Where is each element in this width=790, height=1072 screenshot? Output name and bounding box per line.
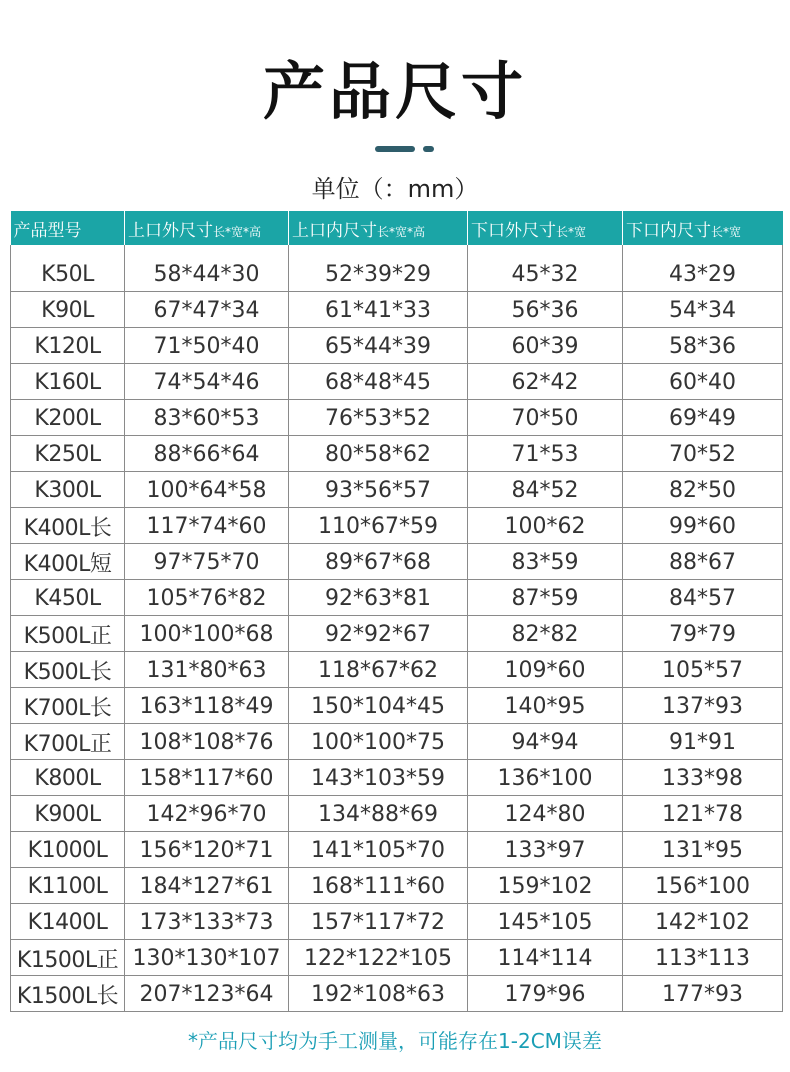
- cell-bottom-outer: 83*59: [468, 543, 623, 579]
- size-table: [10, 211, 783, 1012]
- cell-bottom-outer: 109*60: [468, 651, 623, 687]
- table-row: [11, 687, 783, 723]
- cell-bottom-inner: 99*60: [623, 507, 783, 543]
- cell-top-inner: 143*103*59: [289, 759, 468, 795]
- cell-bottom-outer: 145*105: [468, 903, 623, 939]
- cell-bottom-outer: 140*95: [468, 687, 623, 723]
- cell-top-outer: 184*127*61: [125, 867, 289, 903]
- cell-top-inner: 65*44*39: [289, 327, 468, 363]
- header-top-inner: 上口内尺寸长*宽*高: [289, 211, 468, 245]
- cell-top-outer: 173*133*73: [125, 903, 289, 939]
- table-row: [11, 903, 783, 939]
- title-underline-long: [375, 146, 415, 152]
- cell-top-outer: 88*66*64: [125, 435, 289, 471]
- cell-model: K300L: [11, 471, 125, 507]
- cell-bottom-outer: 133*97: [468, 831, 623, 867]
- cell-top-outer: 142*96*70: [125, 795, 289, 831]
- cell-top-inner: 134*88*69: [289, 795, 468, 831]
- cell-model: K50L: [11, 245, 125, 291]
- cell-top-outer: 58*44*30: [125, 245, 289, 291]
- table-row: [11, 975, 783, 1011]
- cell-top-inner: 192*108*63: [289, 975, 468, 1011]
- cell-model: K700L正: [11, 723, 125, 759]
- table-row: [11, 327, 783, 363]
- table-row: [11, 795, 783, 831]
- cell-model: K500L正: [11, 615, 125, 651]
- cell-top-outer: 130*130*107: [125, 939, 289, 975]
- cell-top-outer: 207*123*64: [125, 975, 289, 1011]
- header-bottom-outer: 下口外尺寸长*宽: [468, 211, 623, 245]
- cell-bottom-inner: 177*93: [623, 975, 783, 1011]
- cell-model: K90L: [11, 291, 125, 327]
- cell-bottom-inner: 156*100: [623, 867, 783, 903]
- cell-bottom-inner: 105*57: [623, 651, 783, 687]
- table-row: [11, 543, 783, 579]
- cell-model: K200L: [11, 399, 125, 435]
- measurement-note: *产品尺寸均为手工测量，可能存在1-2CM误差: [188, 1029, 602, 1053]
- page-title: 产品尺寸: [262, 55, 527, 128]
- cell-top-outer: 131*80*63: [125, 651, 289, 687]
- cell-top-outer: 117*74*60: [125, 507, 289, 543]
- cell-top-inner: 122*122*105: [289, 939, 468, 975]
- cell-top-inner: 92*92*67: [289, 615, 468, 651]
- cell-top-inner: 68*48*45: [289, 363, 468, 399]
- table-row: [11, 867, 783, 903]
- table-row: [11, 399, 783, 435]
- table-row: [11, 435, 783, 471]
- table-row: [11, 831, 783, 867]
- cell-bottom-inner: 113*113: [623, 939, 783, 975]
- table-row: [11, 291, 783, 327]
- title-underline-short: [423, 146, 434, 152]
- cell-top-inner: 61*41*33: [289, 291, 468, 327]
- table-row: [11, 579, 783, 615]
- cell-top-outer: 83*60*53: [125, 399, 289, 435]
- cell-bottom-inner: 88*67: [623, 543, 783, 579]
- cell-top-inner: 76*53*52: [289, 399, 468, 435]
- cell-top-outer: 97*75*70: [125, 543, 289, 579]
- cell-top-inner: 89*67*68: [289, 543, 468, 579]
- cell-bottom-outer: 94*94: [468, 723, 623, 759]
- cell-top-outer: 163*118*49: [125, 687, 289, 723]
- cell-bottom-outer: 60*39: [468, 327, 623, 363]
- cell-bottom-outer: 124*80: [468, 795, 623, 831]
- cell-top-outer: 108*108*76: [125, 723, 289, 759]
- cell-top-inner: 80*58*62: [289, 435, 468, 471]
- cell-top-inner: 93*56*57: [289, 471, 468, 507]
- cell-top-outer: 100*100*68: [125, 615, 289, 651]
- cell-model: K160L: [11, 363, 125, 399]
- cell-model: K250L: [11, 435, 125, 471]
- cell-bottom-outer: 84*52: [468, 471, 623, 507]
- cell-bottom-inner: 121*78: [623, 795, 783, 831]
- table-row: [11, 759, 783, 795]
- cell-bottom-inner: 79*79: [623, 615, 783, 651]
- cell-bottom-outer: 100*62: [468, 507, 623, 543]
- cell-top-inner: 92*63*81: [289, 579, 468, 615]
- cell-bottom-inner: 54*34: [623, 291, 783, 327]
- table-row: [11, 723, 783, 759]
- cell-bottom-outer: 82*82: [468, 615, 623, 651]
- cell-bottom-inner: 58*36: [623, 327, 783, 363]
- cell-model: K700L长: [11, 687, 125, 723]
- cell-bottom-inner: 131*95: [623, 831, 783, 867]
- table-row: [11, 363, 783, 399]
- header-bottom-inner: 下口内尺寸长*宽: [623, 211, 783, 245]
- cell-model: K400L短: [11, 543, 125, 579]
- cell-top-inner: 100*100*75: [289, 723, 468, 759]
- table-row: [11, 651, 783, 687]
- table-row: [11, 507, 783, 543]
- cell-model: K1100L: [11, 867, 125, 903]
- cell-model: K400L长: [11, 507, 125, 543]
- cell-top-inner: 52*39*29: [289, 245, 468, 291]
- cell-top-inner: 141*105*70: [289, 831, 468, 867]
- unit-label: 单位（：mm）: [311, 175, 479, 203]
- cell-top-outer: 156*120*71: [125, 831, 289, 867]
- cell-bottom-inner: 69*49: [623, 399, 783, 435]
- cell-bottom-inner: 84*57: [623, 579, 783, 615]
- table-row: [11, 245, 783, 291]
- cell-bottom-inner: 137*93: [623, 687, 783, 723]
- cell-bottom-outer: 45*32: [468, 245, 623, 291]
- table-row: [11, 615, 783, 651]
- cell-model: K1500L长: [11, 975, 125, 1011]
- cell-bottom-inner: 82*50: [623, 471, 783, 507]
- cell-top-outer: 71*50*40: [125, 327, 289, 363]
- cell-bottom-inner: 43*29: [623, 245, 783, 291]
- cell-model: K800L: [11, 759, 125, 795]
- cell-bottom-outer: 87*59: [468, 579, 623, 615]
- cell-bottom-outer: 71*53: [468, 435, 623, 471]
- cell-bottom-inner: 142*102: [623, 903, 783, 939]
- cell-model: K450L: [11, 579, 125, 615]
- cell-bottom-inner: 91*91: [623, 723, 783, 759]
- table-row: [11, 471, 783, 507]
- cell-bottom-inner: 70*52: [623, 435, 783, 471]
- cell-model: K900L: [11, 795, 125, 831]
- header-model: 产品型号: [11, 211, 125, 245]
- cell-top-inner: 168*111*60: [289, 867, 468, 903]
- cell-bottom-outer: 70*50: [468, 399, 623, 435]
- cell-top-inner: 150*104*45: [289, 687, 468, 723]
- cell-top-outer: 74*54*46: [125, 363, 289, 399]
- cell-bottom-outer: 159*102: [468, 867, 623, 903]
- table-row: [11, 939, 783, 975]
- cell-model: K1400L: [11, 903, 125, 939]
- cell-bottom-outer: 179*96: [468, 975, 623, 1011]
- table-header-row: [11, 211, 783, 245]
- cell-bottom-outer: 136*100: [468, 759, 623, 795]
- cell-top-inner: 110*67*59: [289, 507, 468, 543]
- cell-bottom-outer: 114*114: [468, 939, 623, 975]
- cell-top-inner: 157*117*72: [289, 903, 468, 939]
- cell-model: K500L长: [11, 651, 125, 687]
- cell-top-outer: 67*47*34: [125, 291, 289, 327]
- cell-top-outer: 105*76*82: [125, 579, 289, 615]
- cell-model: K120L: [11, 327, 125, 363]
- cell-bottom-outer: 56*36: [468, 291, 623, 327]
- cell-top-outer: 100*64*58: [125, 471, 289, 507]
- header-top-outer: 上口外尺寸长*宽*高: [125, 211, 289, 245]
- cell-top-inner: 118*67*62: [289, 651, 468, 687]
- cell-model: K1000L: [11, 831, 125, 867]
- cell-top-outer: 158*117*60: [125, 759, 289, 795]
- cell-model: K1500L正: [11, 939, 125, 975]
- cell-bottom-inner: 60*40: [623, 363, 783, 399]
- cell-bottom-outer: 62*42: [468, 363, 623, 399]
- cell-bottom-inner: 133*98: [623, 759, 783, 795]
